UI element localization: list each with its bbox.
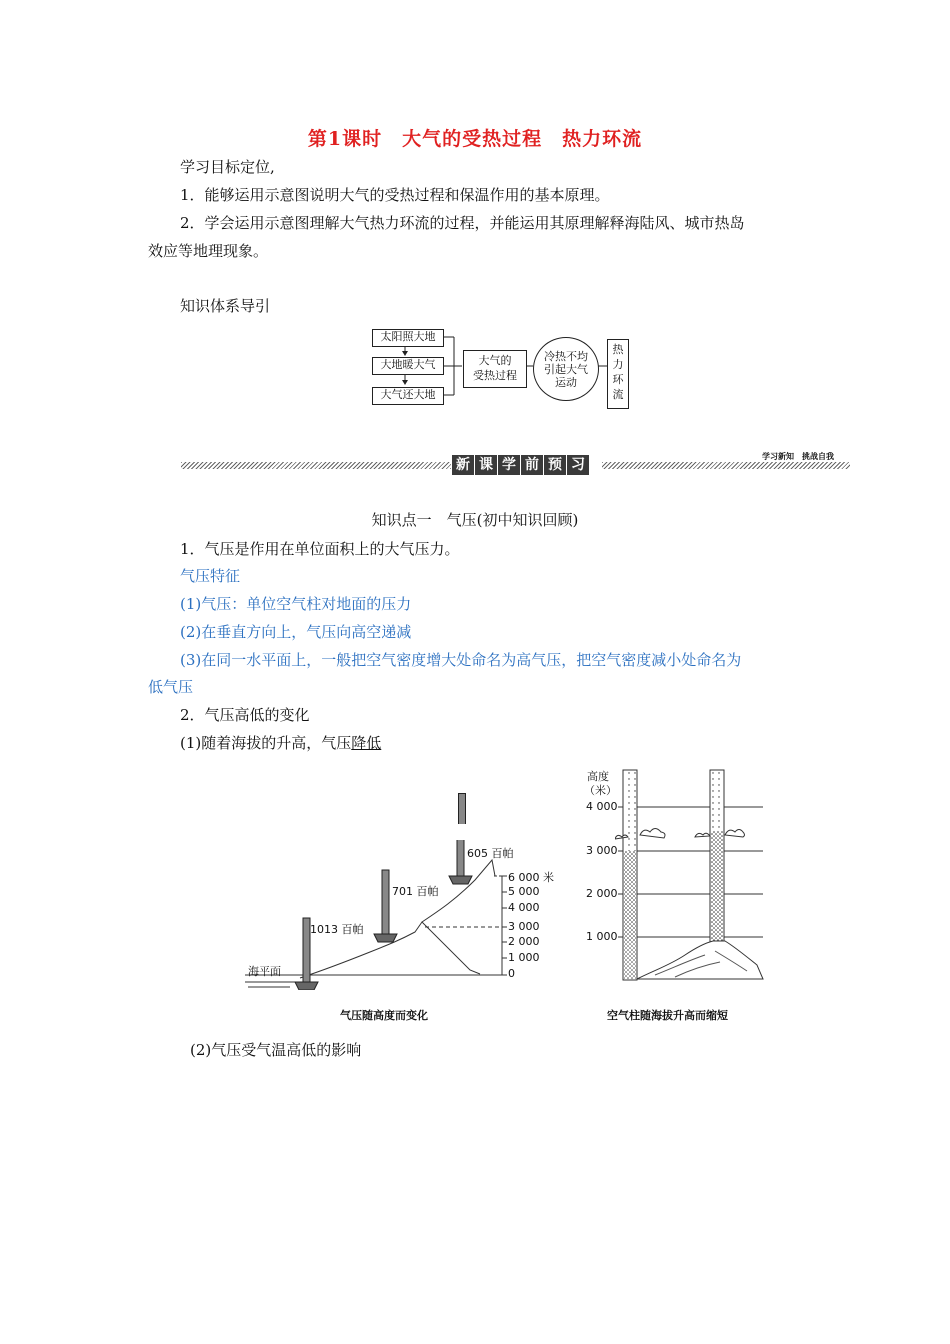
- flow-box-3: 大气还大地: [372, 387, 444, 405]
- reading-1013: 1013 百帕: [310, 923, 364, 936]
- barometer-top-tube: [458, 793, 466, 824]
- flow-box-2: 大地暖大气: [372, 357, 444, 375]
- banner-hatch-right: [602, 462, 850, 469]
- banner-title: [452, 455, 589, 475]
- scale-2000: 2 000: [508, 935, 540, 948]
- result-char-4: 流: [612, 388, 624, 401]
- banner-char: 课: [475, 455, 497, 475]
- fig1-caption: 气压随高度而变化: [340, 1009, 428, 1022]
- fig2-graphic: [615, 765, 765, 985]
- result-char-3: 环: [612, 373, 624, 386]
- banner-char: 前: [521, 455, 543, 475]
- banner-char: 习: [567, 455, 589, 475]
- sea-level-label: 海平面: [248, 965, 281, 978]
- blue-title: 气压特征: [180, 567, 241, 585]
- reading-605: 605 百帕: [467, 847, 514, 860]
- goal-2: 2．学会运用示意图理解大气热力环流的过程，并能运用其原理解释海陆风、城市热岛: [180, 214, 745, 232]
- para-1: 1．气压是作用在单位面积上的大气压力。: [180, 540, 460, 558]
- system-heading: 知识体系导引: [180, 297, 271, 315]
- blue-item-1: (1)气压：单位空气柱对地面的压力: [180, 595, 412, 613]
- result-char-1: 热: [612, 343, 624, 356]
- barometer-mid: [374, 870, 397, 942]
- process-line-2: 受热过程: [473, 369, 517, 382]
- banner-char: 预: [544, 455, 566, 475]
- blue-item-2: (2)在垂直方向上，气压向高空递减: [180, 623, 412, 641]
- banner-char: 学: [498, 455, 520, 475]
- process-box: [463, 350, 527, 388]
- scale-1000: 1 000: [508, 951, 540, 964]
- scale-3000: 3 000: [508, 920, 540, 933]
- para-3: [180, 733, 381, 753]
- para-3-prefix: (1)随着海拔的升高，气压: [180, 734, 352, 752]
- goals-heading: 学习目标定位,: [180, 158, 275, 176]
- scale-4000: 4 000: [508, 901, 540, 914]
- page-title: 第1课时 大气的受热过程 热力环流: [307, 128, 643, 150]
- scale-0: 0: [508, 967, 515, 980]
- circle-line-2: 引起大气: [544, 362, 588, 376]
- result-box: [607, 339, 629, 409]
- scale-5000: 5 000: [508, 885, 540, 898]
- para-3-answer: 降低: [351, 734, 382, 752]
- flow-box-1: 太阳照大地: [372, 329, 444, 347]
- banner-right-text: 学习新知 挑战自我: [762, 452, 834, 461]
- para-2: 2．气压高低的变化: [180, 706, 310, 724]
- fig2-tick-3000: 3 000: [586, 844, 618, 857]
- process-line-1: 大气的: [478, 354, 512, 367]
- banner-char: 新: [452, 455, 474, 475]
- cause-circle: [533, 337, 599, 401]
- para-4: (2)气压受气温高低的影响: [190, 1041, 362, 1059]
- goal-2-cont: 效应等地理现象。: [148, 242, 269, 260]
- scale-6000: 6 000 米: [508, 871, 554, 884]
- circle-line-1: 冷热不均: [544, 349, 588, 363]
- circle-line-3: 运动: [555, 375, 577, 389]
- blue-item-3: (3)在同一水平面上，一般把空气密度增大处命名为高气压，把空气密度减小处命名为: [180, 651, 742, 669]
- fig2-caption: 空气柱随海拔升高而缩短: [607, 1009, 728, 1022]
- fig1-graphic: [240, 840, 570, 990]
- fig2-tick-4000: 4 000: [586, 800, 618, 813]
- fig2-tick-2000: 2 000: [586, 887, 618, 900]
- reading-701: 701 百帕: [392, 885, 439, 898]
- result-char-2: 力: [612, 358, 624, 371]
- banner-hatch-left: [181, 462, 451, 469]
- fig2-tick-1000: 1 000: [586, 930, 618, 943]
- section-heading: 知识点一 气压(初中知识回顾): [371, 511, 579, 529]
- fig2-axis-title-2: （米）: [584, 784, 617, 797]
- goal-1: 1．能够运用示意图说明大气的受热过程和保温作用的基本原理。: [180, 186, 610, 204]
- blue-item-3-cont: 低气压: [148, 678, 194, 696]
- fig2-axis-title-1: 高度: [587, 770, 609, 783]
